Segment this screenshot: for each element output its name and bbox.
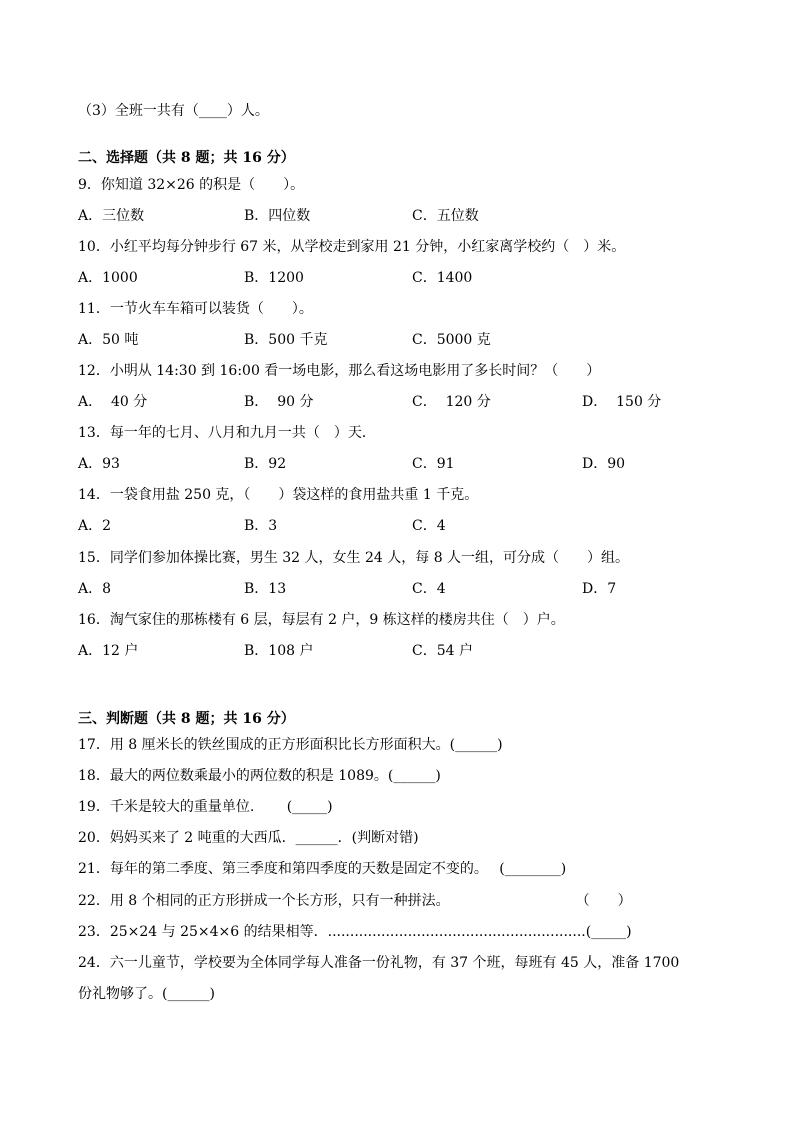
q16-option-b: B．108 户: [244, 643, 314, 659]
q13-option-d: D．90: [582, 456, 626, 472]
judgement-19: 19．千米是较大的重量单位. (_____): [78, 799, 333, 815]
judgement-20: 20．妈妈买来了 2 吨重的大西瓜．______．(判断对错): [78, 830, 419, 846]
q12-option-d: D． 150 分: [582, 394, 662, 410]
judgement-24-continued: 份礼物够了。(______): [78, 986, 215, 1002]
question-10: 10．小红平均每分钟步行 67 米，从学校走到家用 21 分钟，小红家离学校约（ ）米。: [78, 239, 626, 255]
question-9: 9．你知道 32×26 的积是（ ）。: [78, 177, 305, 193]
question-11: 11．一节火车车箱可以装货（ ）。: [78, 301, 313, 317]
judgement-21: 21．每年的第二季度、第三季度和第四季度的天数是固定不变的。 (________): [78, 861, 567, 877]
judgement-18: 18．最大的两位数乘最小的两位数的积是 1089。(______): [78, 768, 441, 784]
q13-option-a: A．93: [78, 456, 120, 472]
q15-option-b: B．13: [244, 581, 287, 597]
q9-option-a: A．三位数: [78, 208, 145, 224]
judgement-23: 23．25×24 与 25×4×6 的结果相等．..........................................................(_____): [78, 924, 632, 940]
judgement-24: 24．六一儿童节，学校要为全体同学每人准备一份礼物，有 37 个班，每班有 45 人，准备 1700: [78, 955, 680, 971]
judgement-22: 22．用 8 个相同的正方形拼成一个长方形，只有一种拼法。 （ ）: [78, 893, 632, 909]
q12-option-c: C． 120 分: [412, 394, 491, 410]
q11-option-a: A．50 吨: [78, 332, 139, 348]
q15-option-a: A．8: [78, 581, 112, 597]
q16-option-c: C．54 户: [412, 643, 473, 659]
question-13: 13．每一年的七月、八月和九月一共（ ）天．: [78, 425, 376, 441]
question-15: 15．同学们参加体操比赛，男生 32 人，女生 24 人，每 8 人一组，可分成（ ）组。: [78, 550, 630, 566]
q16-option-a: A．12 户: [78, 643, 139, 659]
question-12: 12．小明从 14:30 到 16:00 看一场电影，那么看这场电影用了多长时间？（ ）: [78, 363, 601, 379]
q11-option-b: B．500 千克: [244, 332, 328, 348]
q14-option-a: A．2: [78, 518, 112, 534]
question-16: 16．淘气家住的那栋楼有 6 层，每层有 2 户，9 栋这样的楼房共住（ ）户。: [78, 612, 565, 628]
q15-option-d: D．7: [582, 581, 617, 597]
q13-option-b: B．92: [244, 456, 287, 472]
judgement-17: 17．用 8 厘米长的铁丝围成的正方形面积比长方形面积大。(______): [78, 737, 503, 753]
intro-line: （3）全班一共有（____）人。: [78, 103, 269, 119]
q13-option-c: C．91: [412, 456, 455, 472]
q15-option-c: C．4: [412, 581, 446, 597]
q9-option-b: B．四位数: [244, 208, 311, 224]
q14-option-b: B．3: [244, 518, 278, 534]
section-2-heading: 二、选择题（共 8 题；共 16 分）: [78, 150, 295, 166]
question-14: 14．一袋食用盐 250 克，（ ）袋这样的食用盐共重 1 千克。: [78, 487, 479, 503]
q14-option-c: C．4: [412, 518, 446, 534]
q10-option-b: B．1200: [244, 270, 304, 286]
q12-option-b: B． 90 分: [244, 394, 314, 410]
q10-option-c: C．1400: [412, 270, 473, 286]
section-3-heading: 三、判断题（共 8 题；共 16 分）: [78, 711, 295, 727]
q9-option-c: C．五位数: [412, 208, 479, 224]
q11-option-c: C．5000 克: [412, 332, 491, 348]
q12-option-a: A． 40 分: [78, 394, 148, 410]
q10-option-a: A．1000: [78, 270, 138, 286]
